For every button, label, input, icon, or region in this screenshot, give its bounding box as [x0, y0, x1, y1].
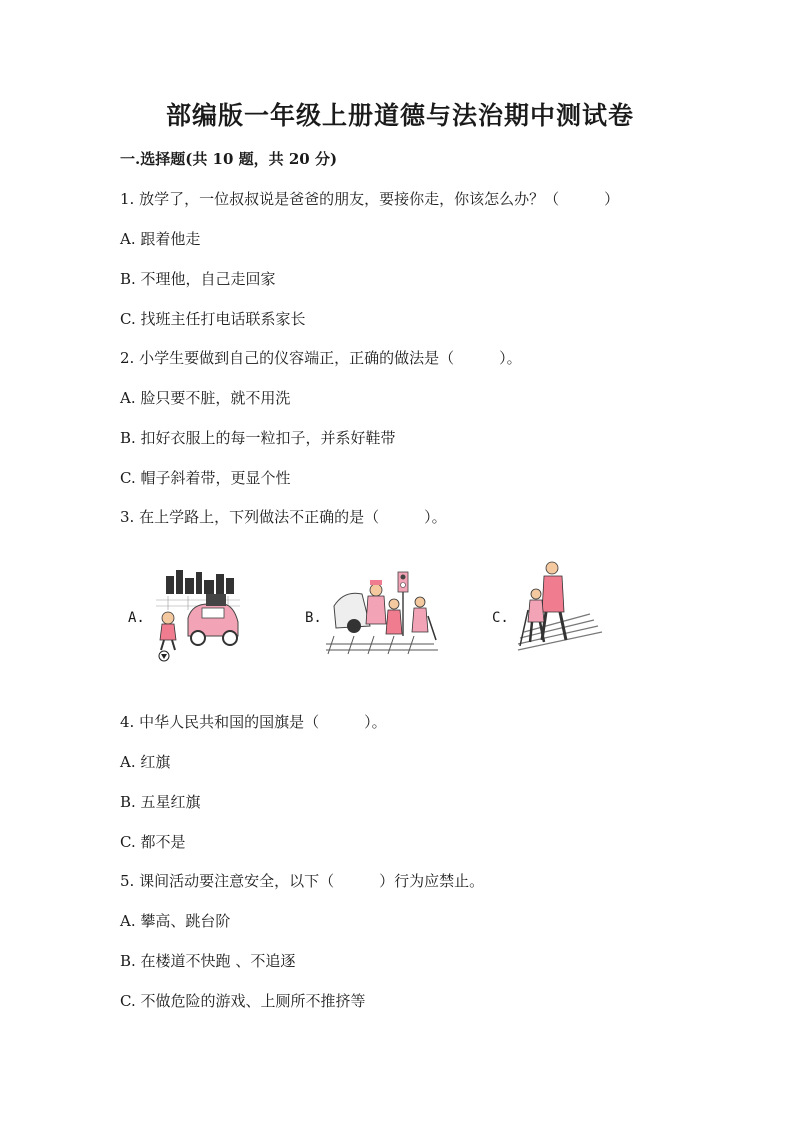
question-1-option-a: A. 跟着他走: [120, 230, 201, 248]
question-5-option-a: A. 攀高、跳台阶: [120, 912, 231, 930]
question-3-stem: 3. 在上学路上，下列做法不正确的是（ ）。: [120, 508, 447, 526]
picture-b-label: B.: [305, 610, 322, 626]
picture-c-label: C.: [492, 610, 509, 626]
question-1-option-c: C. 找班主任打电话联系家长: [120, 310, 306, 328]
question-2-option-c: C. 帽子斜着带，更显个性: [120, 469, 291, 487]
question-4-stem: 4. 中华人民共和国的国旗是（ ）。: [120, 713, 387, 731]
picture-a-label: A.: [128, 610, 145, 626]
question-1-stem: 1. 放学了，一位叔叔说是爸爸的朋友，要接你走，你该怎么办？（ ）: [120, 190, 620, 208]
picture-b-crossing-illustration: [324, 566, 440, 658]
question-5-option-b: B. 在楼道不快跑 、不追逐: [120, 952, 296, 970]
page-title: 部编版一年级上册道德与法治期中测试卷: [165, 101, 634, 130]
section-heading: 一.选择题(共 10 题，共 20 分): [120, 150, 338, 168]
picture-a-street-illustration: [148, 566, 248, 664]
question-2-option-b: B. 扣好衣服上的每一粒扣子，并系好鞋带: [120, 429, 396, 447]
question-1-option-b: B. 不理他，自己走回家: [120, 270, 276, 288]
question-4-option-a: A. 红旗: [120, 753, 171, 771]
question-5-option-c: C. 不做危险的游戏、上厕所不推挤等: [120, 992, 366, 1010]
question-2-option-a: A. 脸只要不脏，就不用洗: [120, 389, 291, 407]
question-4-option-c: C. 都不是: [120, 833, 186, 851]
question-5-stem: 5. 课间活动要注意安全，以下（ ）行为应禁止。: [120, 872, 485, 890]
picture-c-helping-illustration: [514, 558, 606, 658]
question-4-option-b: B. 五星红旗: [120, 793, 201, 811]
question-2-stem: 2. 小学生要做到自己的仪容端正，正确的做法是（ ）。: [120, 349, 522, 367]
